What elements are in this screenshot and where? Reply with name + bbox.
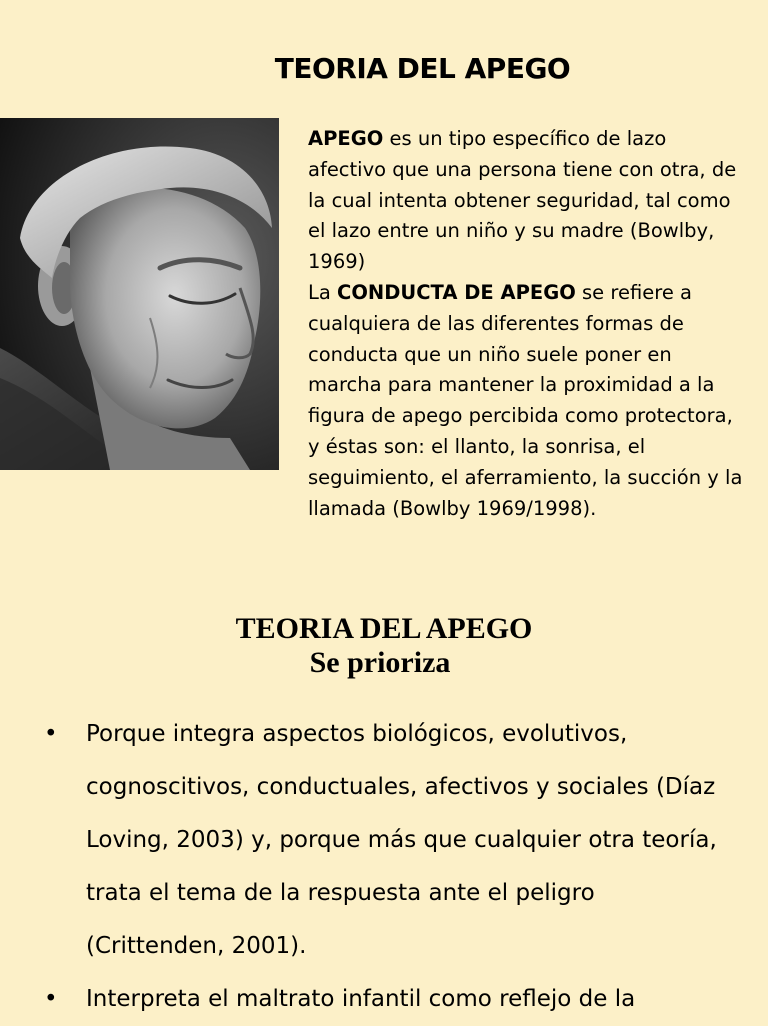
list-item-text: Porque integra aspectos biológicos, evolutivos, cognoscitivos, conductuales, afectivos y sociales (Díaz Loving, 2003) y, porque más que cualquier otra teoría, trata el tema de la respuesta ante el peligro (Crittenden, 2001).	[86, 721, 717, 959]
section-heading	[0, 612, 768, 680]
definition-text-2: se refiere a cualquiera de las diferentes formas de conducta que un niño suele poner en marcha para mantener la proximidad a la figura de apego percibida como protectora, y éstas son: el llanto, la sonrisa, el seguimiento, el aferramiento, la succión y la llamada (Bowlby 1969/1998).	[308, 280, 743, 520]
term-conducta-de-apego: CONDUCTA DE APEGO	[337, 280, 576, 304]
attachment-definition	[308, 124, 748, 524]
page-title: TEORIA DEL APEGO	[274, 52, 571, 85]
definition-prefix-2: La	[308, 280, 338, 304]
definition-paragraph-2	[308, 278, 748, 524]
bullet-icon: •	[44, 986, 58, 1012]
bullet-icon: •	[44, 721, 58, 747]
section-title: TEORIA DEL APEGO	[235, 612, 533, 645]
list-item	[40, 973, 740, 1026]
list-item	[40, 708, 740, 973]
definition-paragraph-1	[308, 124, 748, 278]
list-item-text: Interpreta el maltrato infantil como reflejo de la	[86, 986, 636, 1012]
term-apego: APEGO	[308, 127, 384, 150]
section-subtitle: Se prioriza	[309, 646, 451, 679]
portrait-photo	[0, 118, 279, 470]
definition-text-1: es un tipo específico de lazo afectivo que una persona tiene con otra, de la cual intenta obtener seguridad, tal como el lazo entre un niño y su madre (Bowlby, 1969)	[308, 127, 737, 274]
reasons-list	[40, 708, 740, 1026]
